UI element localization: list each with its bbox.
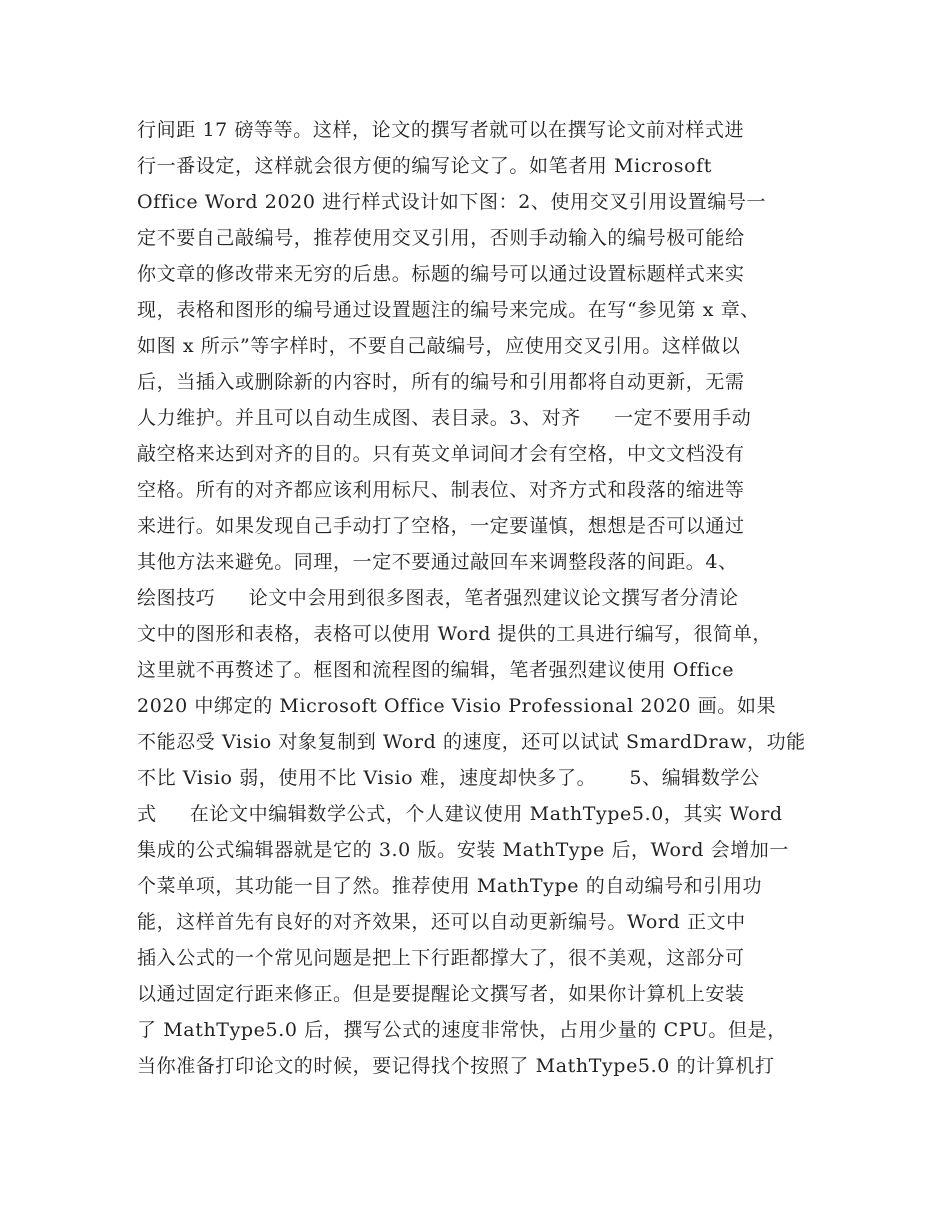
text-line-12: 来进行。如果发现自己手动打了空格，一定要谨慎，想想是否可以通过 xyxy=(137,515,745,537)
text-line-26: 了 MathType5.0 后，撰写公式的速度非常快，占用少量的 CPU。但是， xyxy=(137,1019,787,1041)
text-line-14: 绘图技巧 论文中会用到很多图表，笔者强烈建议论文撰写者分清论 xyxy=(137,587,739,609)
text-line-3: Office Word 2020 进行样式设计如下图：2、使用交叉引用设置编号一 xyxy=(137,191,767,213)
text-line-4: 定不要自己敲编号，推荐使用交叉引用，否则手动输入的编号极可能给 xyxy=(137,227,745,249)
text-line-15: 文中的图形和表格，表格可以使用 Word 提供的工具进行编写，很简单， xyxy=(137,623,773,645)
text-line-23: 能，这样首先有良好的对齐效果，还可以自动更新编号。Word 正文中 xyxy=(137,911,746,933)
text-line-24: 插入公式的一个常见问题是把上下行距都撑大了，很不美观，这部分可 xyxy=(137,947,745,969)
text-line-17: 2020 中绑定的 Microsoft Office Visio Professional 2020 画。如果 xyxy=(137,695,777,717)
text-line-5: 你文章的修改带来无穷的后患。标题的编号可以通过设置标题样式来实 xyxy=(137,263,745,285)
text-line-20: 式 在论文中编辑数学公式，个人建议使用 MathType5.0，其实 Word xyxy=(137,803,783,825)
text-line-6: 现，表格和图形的编号通过设置题注的编号来完成。在写“参见第 x 章、 xyxy=(137,299,760,321)
body-text xyxy=(137,112,817,1084)
text-line-16: 这里就不再赘述了。框图和流程图的编辑，笔者强烈建议使用 Office xyxy=(137,659,735,681)
text-line-8: 后，当插入或删除新的内容时，所有的编号和引用都将自动更新，无需 xyxy=(137,371,745,393)
text-line-19: 不比 Visio 弱，使用不比 Visio 难，速度却快多了。 5、编辑数学公 xyxy=(137,767,760,789)
text-line-1: 行间距 17 磅等等。这样，论文的撰写者就可以在撰写论文前对样式进 xyxy=(137,119,745,141)
text-line-9: 人力维护。并且可以自动生成图、表目录。3、对齐 一定不要用手动 xyxy=(137,407,752,429)
text-line-21: 集成的公式编辑器就是它的 3.0 版。安装 MathType 后，Word 会增加一 xyxy=(137,839,790,861)
text-line-11: 空格。所有的对齐都应该利用标尺、制表位、对齐方式和段落的缩进等 xyxy=(137,479,745,501)
text-line-2: 行一番设定，这样就会很方便的编写论文了。如笔者用 Microsoft xyxy=(137,155,712,177)
text-line-10: 敲空格来达到对齐的目的。只有英文单词间才会有空格，中文文档没有 xyxy=(137,443,745,465)
text-line-27: 当你准备打印论文的时候，要记得找个按照了 MathType5.0 的计算机打 xyxy=(137,1055,775,1077)
text-line-22: 个菜单项，其功能一目了然。推荐使用 MathType 的自动编号和引用功 xyxy=(137,875,763,897)
text-line-13: 其他方法来避免。同理，一定不要通过敲回车来调整段落的间距。4、 xyxy=(137,551,738,573)
text-line-25: 以通过固定行距来修正。但是要提醒论文撰写者，如果你计算机上安装 xyxy=(137,983,745,1005)
text-line-7: 如图 x 所示”等字样时，不要自己敲编号，应使用交叉引用。这样做以 xyxy=(137,335,741,357)
text-line-18: 不能忍受 Visio 对象复制到 Word 的速度，还可以试试 SmardDraw，功能 xyxy=(137,731,806,753)
